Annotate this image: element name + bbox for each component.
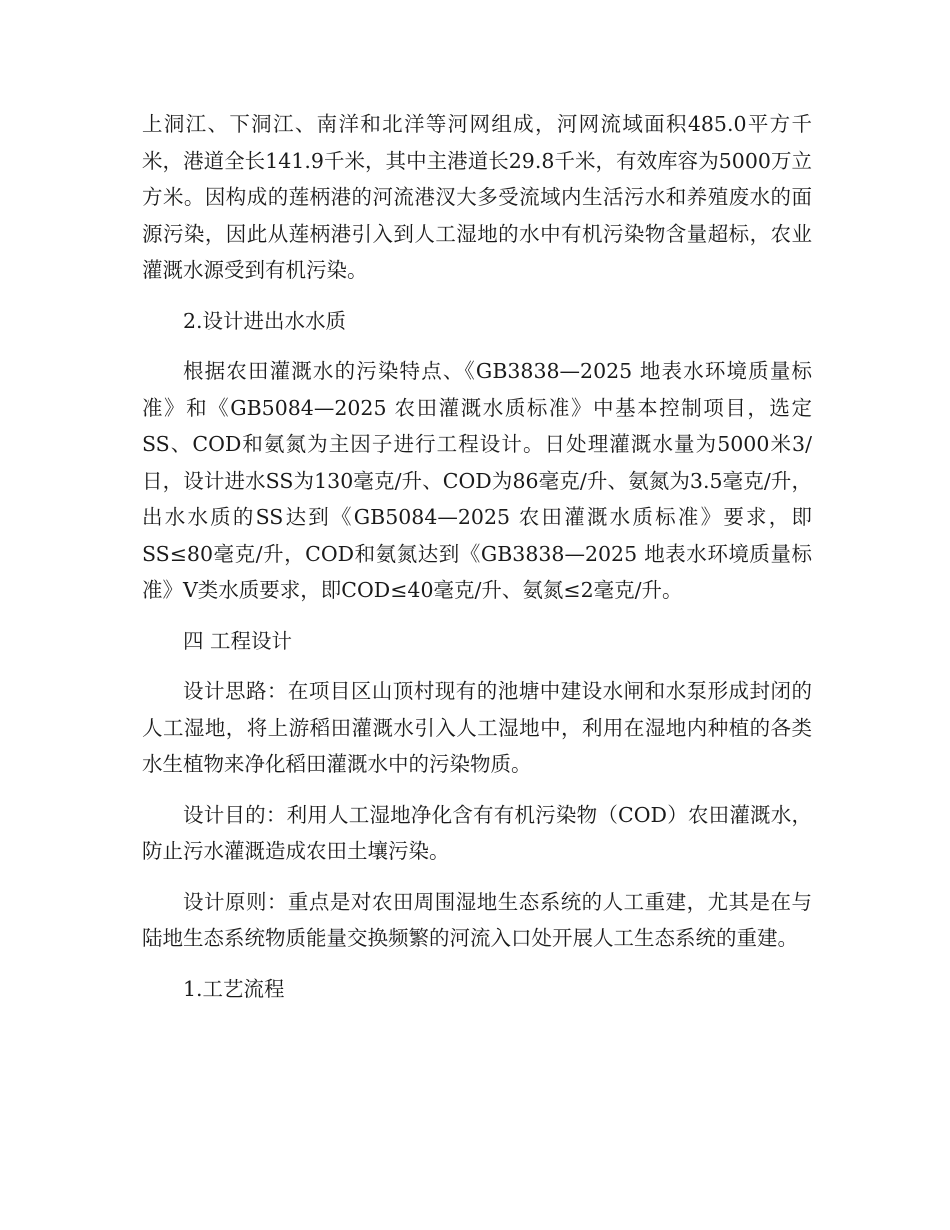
- section-heading-process-flow: 1.工艺流程: [183, 976, 285, 1001]
- document-body: [142, 106, 812, 1021]
- paragraph-design-principle: 设计原则：重点是对农田周围湿地生态系统的人工重建，尤其是在与陆地生态系统物质能量交换频繁的河流入口处开展人工生态系统的重建。: [142, 889, 812, 950]
- section-heading-water-quality: 2.设计进出水水质: [183, 308, 347, 333]
- paragraph-design-idea: 设计思路：在项目区山顶村现有的池塘中建设水闸和水泵形成封闭的人工湿地，将上游稻田灌溉水引入人工湿地中，利用在湿地内种植的各类水生植物来净化稻田灌溉水中的污染物质。: [142, 679, 812, 776]
- paragraph-water-quality: 根据农田灌溉水的污染特点、《GB3838—2025 地表水环境质量标准》和《GB5084—2025 农田灌溉水质标准》中基本控制项目，选定SS、COD和氨氮为主因子进行工程设计。日处理灌溉水量为5000米3/日，设计进水SS为130毫克/升、COD为86毫克/升、氨氮为3.5毫克/升，出水水质的SS达到《GB5084—2025 农田灌溉水质标准》要求，即SS≤80毫克/升，COD和氨氮达到《GB3838—2025 地表水环境质量标准》Ⅴ类水质要求，即COD≤40毫克/升、氨氮≤2毫克/升。: [142, 359, 812, 602]
- paragraph-river-network: 上洞江、下洞江、南洋和北洋等河网组成，河网流域面积485.0平方千米，港道全长141.9千米，其中主港道长29.8千米，有效库容为5000万立方米。因构成的莲柄港的河流港汊大多受流域内生活污水和养殖废水的面源污染，因此从莲柄港引入到人工湿地的水中有机污染物含量超标，农业灌溉水源受到有机污染。: [142, 112, 812, 282]
- paragraph-design-purpose: 设计目的：利用人工湿地净化含有有机污染物（COD）农田灌溉水，防止污水灌溉造成农田土壤污染。: [142, 802, 812, 863]
- section-heading-engineering-design: 四 工程设计: [183, 628, 293, 653]
